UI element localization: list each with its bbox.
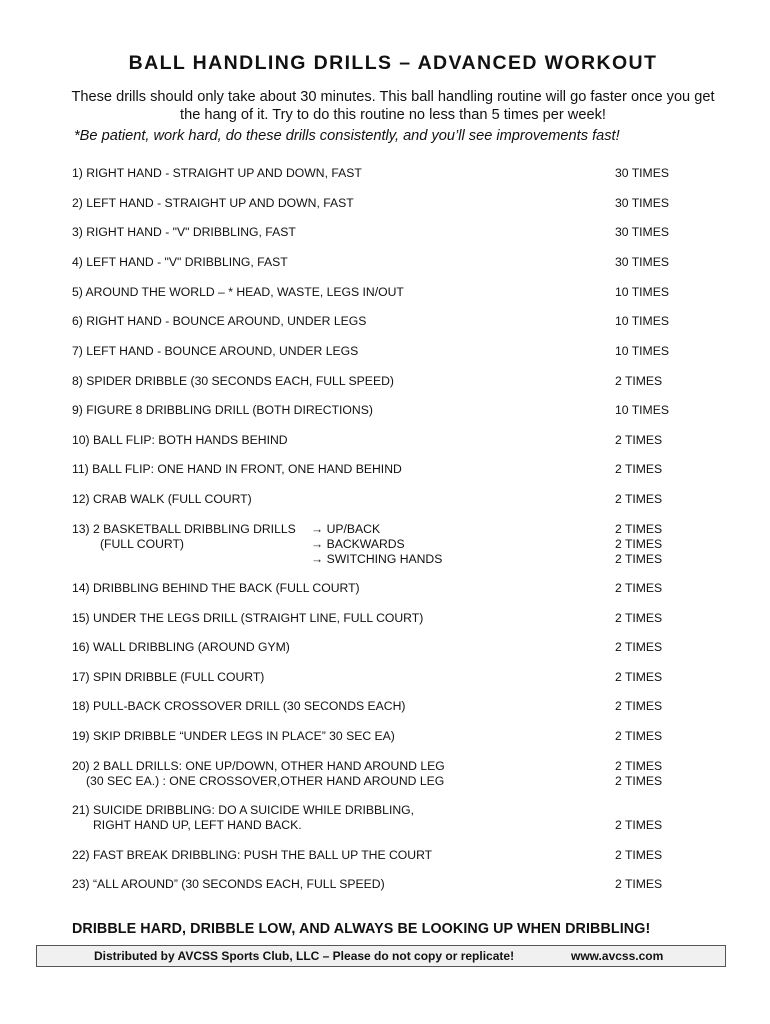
drill-item: [72, 462, 692, 477]
drill-item: [72, 729, 692, 744]
drill-count: 2 TIMES: [615, 773, 663, 788]
drill-label: 6) RIGHT HAND - BOUNCE AROUND, UNDER LEGS: [72, 314, 367, 328]
drill-label: 16) WALL DRIBBLING (AROUND GYM): [72, 640, 290, 654]
drill-item: [72, 759, 692, 789]
drill-count: 10 TIMES: [615, 403, 669, 417]
drill-label: 3) RIGHT HAND - "V" DRIBBLING, FAST: [72, 225, 296, 239]
drill-item: [72, 374, 692, 389]
drill-count: 30 TIMES: [615, 166, 669, 180]
drill-label-continued: (FULL COURT): [100, 536, 184, 551]
footer-website-link[interactable]: www.avcss.com: [571, 949, 664, 963]
drill-label: 22) FAST BREAK DRIBBLING: PUSH THE BALL UP THE COURT: [72, 848, 433, 862]
drill-item: [72, 314, 692, 329]
drill-count: 2 TIMES: [615, 581, 663, 595]
drill-count: 30 TIMES: [615, 196, 669, 210]
drill-sub-item: [311, 552, 442, 567]
drill-count: 2 TIMES: [615, 462, 663, 476]
drill-label: 7) LEFT HAND - BOUNCE AROUND, UNDER LEGS: [72, 344, 359, 358]
drill-count: 10 TIMES: [615, 285, 669, 299]
drill-item: [72, 699, 692, 714]
drill-item: [72, 803, 692, 833]
drill-count: 2 TIMES: [615, 551, 663, 566]
drill-item: [72, 670, 692, 685]
drill-label: 17) SPIN DRIBBLE (FULL COURT): [72, 670, 265, 684]
arrow-icon: →: [311, 536, 324, 551]
drill-count: 2 TIMES: [615, 374, 663, 388]
drill-item: [72, 255, 692, 270]
drill-count: 2 TIMES: [615, 433, 663, 447]
drill-count: 10 TIMES: [615, 344, 669, 358]
drill-item: [72, 166, 692, 181]
drill-count: 2 TIMES: [615, 611, 663, 625]
drill-label: 8) SPIDER DRIBBLE (30 SECONDS EACH, FULL SPEED): [72, 374, 394, 388]
drill-count: 2 TIMES: [615, 640, 663, 654]
drill-label: 13) 2 BASKETBALL DRIBBLING DRILLS: [72, 522, 296, 536]
drill-count: 2 TIMES: [615, 817, 663, 832]
drill-sub-item: [311, 537, 405, 552]
drill-label-continued: RIGHT HAND UP, LEFT HAND BACK.: [93, 817, 302, 832]
drill-item: [72, 344, 692, 359]
drill-label: 9) FIGURE 8 DRIBBLING DRILL (BOTH DIRECTIONS): [72, 403, 373, 417]
drill-sub-label: BACKWARDS: [326, 536, 405, 551]
arrow-icon: →: [311, 522, 324, 536]
drill-item: [72, 640, 692, 655]
drill-item: [72, 196, 692, 211]
arrow-icon: →: [311, 551, 324, 566]
closing-message: DRIBBLE HARD, DRIBBLE LOW, AND ALWAYS BE LOOKING UP WHEN DRIBBLING!: [72, 921, 651, 937]
drill-label: 20) 2 BALL DRILLS: ONE UP/DOWN, OTHER HAND AROUND LEG: [72, 759, 445, 773]
drill-count: 2 TIMES: [615, 522, 663, 536]
drill-label: 5) AROUND THE WORLD – * HEAD, WASTE, LEGS IN/OUT: [72, 285, 404, 299]
drill-label: 4) LEFT HAND - "V" DRIBBLING, FAST: [72, 255, 288, 269]
drill-count: 2 TIMES: [615, 492, 663, 506]
drill-label: 1) RIGHT HAND - STRAIGHT UP AND DOWN, FAST: [72, 166, 362, 180]
drill-item: [72, 403, 692, 418]
drill-item: [72, 581, 692, 596]
drill-sub-item: [311, 522, 380, 537]
drill-count: 2 TIMES: [615, 670, 663, 684]
drill-count: 2 TIMES: [615, 729, 663, 743]
drill-item: [72, 433, 692, 448]
drill-count: 2 TIMES: [615, 536, 663, 551]
drill-count: 30 TIMES: [615, 225, 669, 239]
drill-count: 10 TIMES: [615, 314, 669, 328]
drill-count: 30 TIMES: [615, 255, 669, 269]
drill-item: [72, 285, 692, 300]
drill-count: 2 TIMES: [615, 699, 663, 713]
drill-label: 10) BALL FLIP: BOTH HANDS BEHIND: [72, 433, 288, 447]
drill-label: 18) PULL-BACK CROSSOVER DRILL (30 SECONDS EACH): [72, 699, 406, 713]
drill-label: 2) LEFT HAND - STRAIGHT UP AND DOWN, FAST: [72, 196, 354, 210]
footer-distribution-text: Distributed by AVCSS Sports Club, LLC – Please do not copy or replicate!: [94, 949, 515, 963]
drill-sub-label: UP/BACK: [326, 522, 381, 536]
drill-item: [72, 877, 692, 892]
drill-count: 2 TIMES: [615, 759, 663, 773]
drill-label: 15) UNDER THE LEGS DRILL (STRAIGHT LINE, FULL COURT): [72, 611, 424, 625]
drill-sub-label: SWITCHING HANDS: [326, 551, 443, 566]
drill-label: 14) DRIBBLING BEHIND THE BACK (FULL COURT): [72, 581, 360, 595]
drill-item: [72, 848, 692, 863]
drill-label: 11) BALL FLIP: ONE HAND IN FRONT, ONE HAND BEHIND: [72, 462, 402, 476]
drill-item: [72, 522, 692, 566]
motivation-note: *Be patient, work hard, do these drills consistently, and you’ll see improvements fast!: [74, 128, 620, 144]
drill-count: 2 TIMES: [615, 877, 663, 891]
drill-label: 21) SUICIDE DRIBBLING: DO A SUICIDE WHILE DRIBBLING,: [72, 803, 415, 817]
drill-label: 19) SKIP DRIBBLE “UNDER LEGS IN PLACE” 30 SEC EA): [72, 729, 395, 743]
drill-item: [72, 611, 692, 626]
drill-item: [72, 492, 692, 507]
drill-item: [72, 225, 692, 240]
drill-label-continued: (30 SEC EA.) : ONE CROSSOVER,OTHER HAND AROUND LEG: [86, 773, 445, 788]
drill-label: 12) CRAB WALK (FULL COURT): [72, 492, 252, 506]
intro-text: These drills should only take about 30 minutes. This ball handling routine will go faster once you get the hang of it. Try to do this routine no less than 5 times per week!: [71, 89, 715, 123]
page-title: BALL HANDLING DRILLS – ADVANCED WORKOUT: [128, 52, 658, 74]
footer-bar: [36, 945, 726, 967]
drill-label: 23) “ALL AROUND” (30 SECONDS EACH, FULL SPEED): [72, 877, 385, 891]
drill-count: 2 TIMES: [615, 848, 663, 862]
